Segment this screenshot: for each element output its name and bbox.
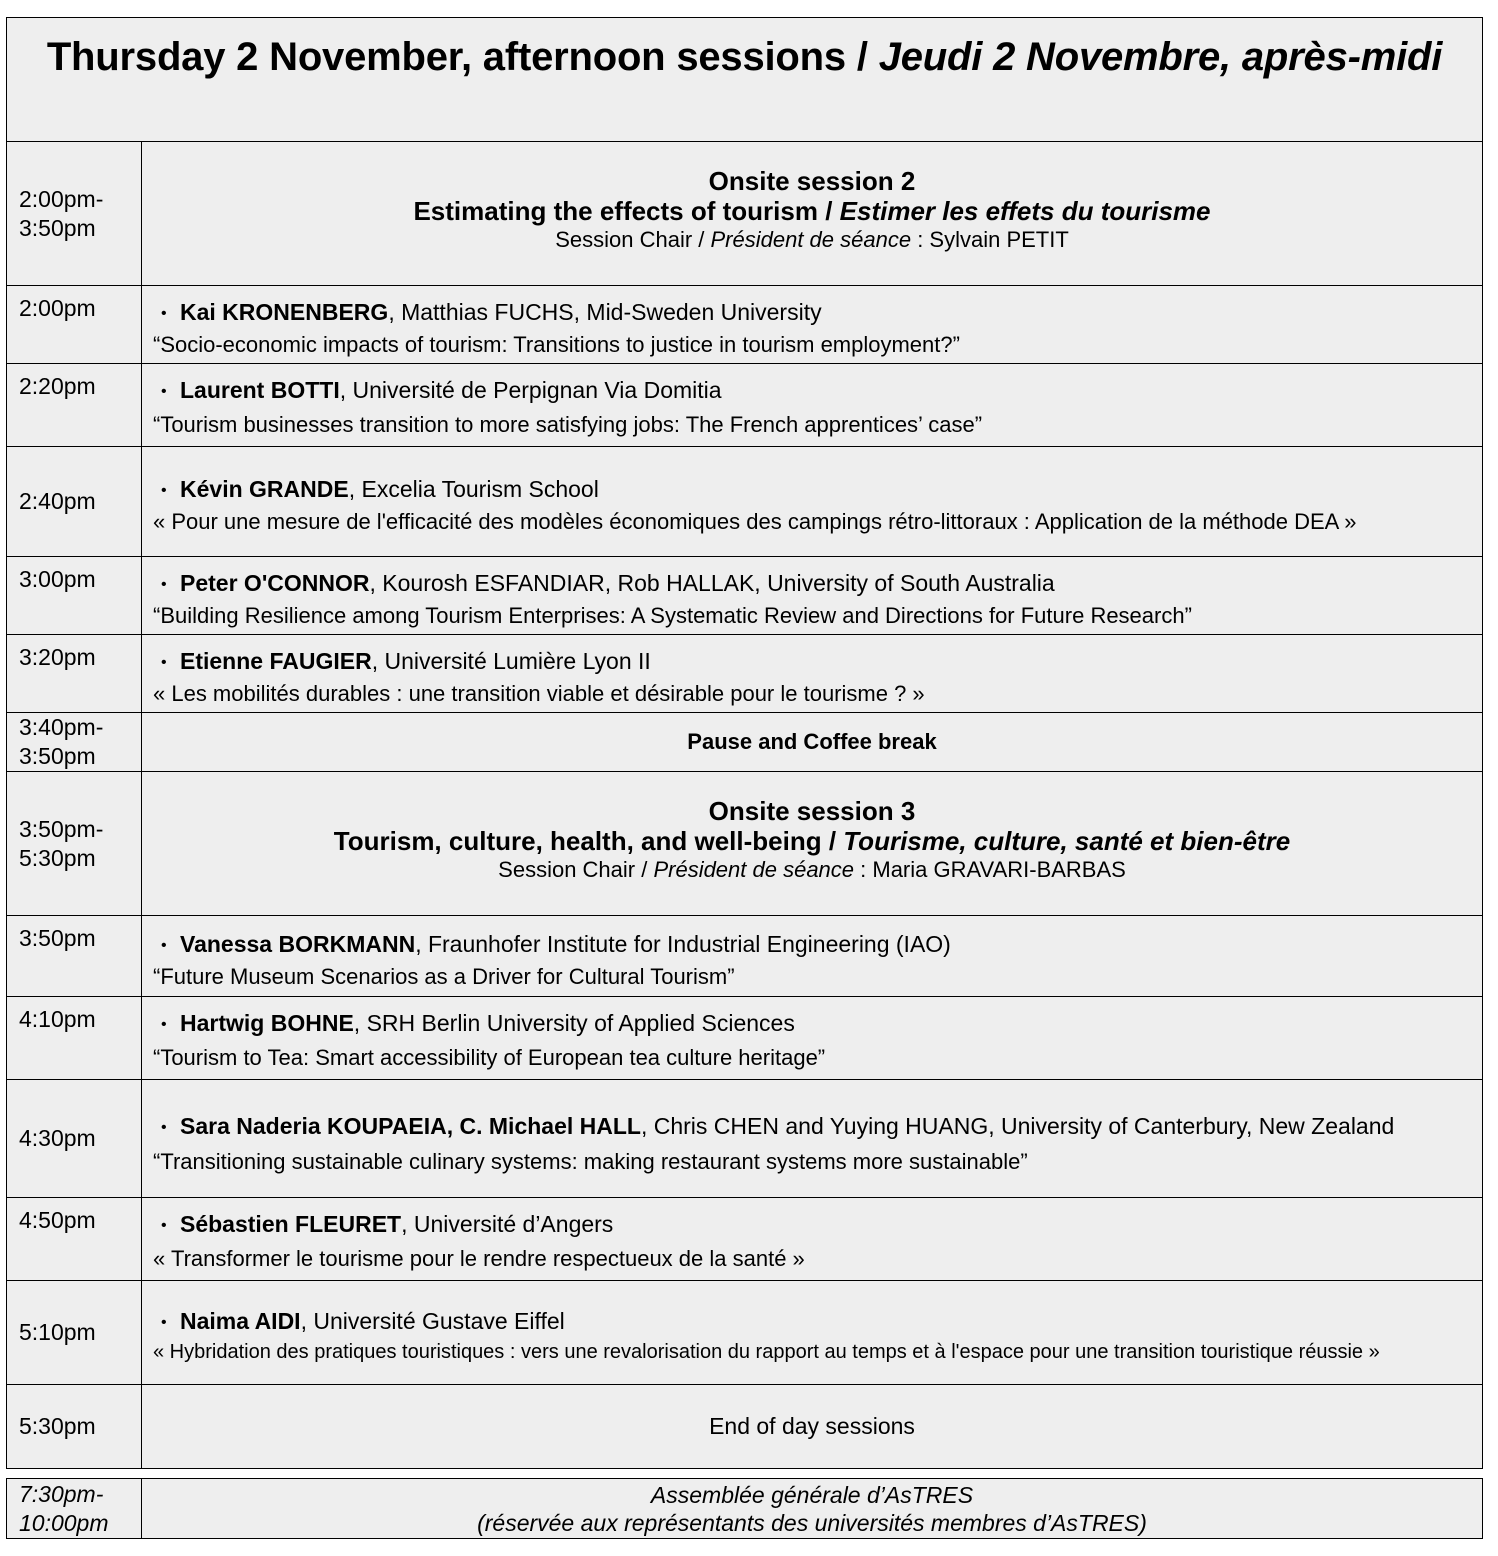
session-time xyxy=(7,772,142,916)
talk-row xyxy=(7,1080,1483,1198)
coauthors-affiliation: , Université de Perpignan Via Domitia xyxy=(339,377,722,403)
talk-title: “Tourism businesses transition to more satisfying jobs: The French apprentices’ case” xyxy=(153,412,983,437)
bullet-icon: • xyxy=(161,305,167,322)
session-theme xyxy=(142,196,1482,226)
coauthors-affiliation: , Kourosh ESFANDIAR, Rob HALLAK, University of South Australia xyxy=(369,570,1055,596)
session-header xyxy=(142,142,1483,286)
talk-authors xyxy=(153,374,1470,408)
talk-time: 2:40pm xyxy=(7,447,142,557)
talk-title: “Future Museum Scenarios as a Driver for Cultural Tourism” xyxy=(153,963,735,989)
talk-row xyxy=(7,286,1483,364)
talk-cell xyxy=(142,1080,1483,1198)
session-name: Onsite session 2 xyxy=(708,165,916,196)
bullet-icon: • xyxy=(161,1016,167,1033)
talk-cell xyxy=(142,557,1483,635)
talk-time: 2:20pm xyxy=(7,364,142,447)
title-row xyxy=(7,18,1483,142)
theme-english: Tourism, culture, health, and well-being / xyxy=(333,825,844,856)
session-time xyxy=(7,142,142,286)
presenter-name: Kévin GRANDE xyxy=(180,476,349,502)
talk-authors xyxy=(153,296,1470,330)
talk-time: 3:50pm xyxy=(7,916,142,997)
assembly-title: Assemblée générale d’AsTRES xyxy=(650,1481,974,1508)
coauthors-affiliation: , Université Gustave Eiffel xyxy=(300,1308,565,1334)
general-assembly xyxy=(142,1479,1483,1539)
theme-english: Estimating the effects of tourism / xyxy=(413,195,840,226)
talk-row xyxy=(7,635,1483,713)
coauthors-affiliation: , SRH Berlin University of Applied Sciences xyxy=(353,1010,795,1036)
talk-row xyxy=(7,557,1483,635)
end-time: 5:30pm xyxy=(7,1385,142,1469)
talk-authors xyxy=(153,1305,1470,1339)
talk-title: « Pour une mesure de l'efficacité des modèles économiques des campings rétro-littoraux : Application de la méthode DEA » xyxy=(153,509,1357,534)
chair-name: : Sylvain PETIT xyxy=(911,226,1069,252)
presenter-name: Kai KRONENBERG xyxy=(180,299,389,325)
talk-cell xyxy=(142,447,1483,557)
time-start: 3:40pm- xyxy=(19,714,104,740)
presenter-name: Peter O'CONNOR xyxy=(180,570,370,596)
time-end: 3:50pm xyxy=(19,743,96,769)
title-english: Thursday 2 November, afternoon sessions / xyxy=(46,35,879,79)
bullet-icon: • xyxy=(161,936,167,954)
bullet-icon: • xyxy=(161,1217,167,1234)
bullet-icon: • xyxy=(161,1314,167,1331)
talk-cell xyxy=(142,364,1483,447)
presenter-name: Naima AIDI xyxy=(180,1308,301,1334)
talk-title: « Transformer le tourisme pour le rendre respectueux de la santé » xyxy=(153,1246,805,1271)
presenter-name: Etienne FAUGIER xyxy=(180,648,372,674)
bullet-icon: • xyxy=(161,383,167,400)
talk-cell xyxy=(142,916,1483,997)
talk-title: “Socio-economic impacts of tourism: Transitions to justice in tourism employment?” xyxy=(153,332,960,357)
coauthors-affiliation: , Matthias FUCHS, Mid-Sweden University xyxy=(388,299,822,325)
coauthors-affiliation: , Excelia Tourism School xyxy=(348,476,599,502)
session-chair xyxy=(142,856,1482,884)
talk-cell xyxy=(142,286,1483,364)
break-row xyxy=(7,713,1483,772)
talk-cell xyxy=(142,997,1483,1080)
coffee-break: Pause and Coffee break xyxy=(142,713,1483,772)
time-start: 3:50pm- xyxy=(19,815,104,842)
presenter-name: Sara Naderia KOUPAEIA, C. Michael HALL xyxy=(180,1113,641,1139)
talk-title: “Tourism to Tea: Smart accessibility of European tea culture heritage” xyxy=(153,1045,826,1070)
session-chair xyxy=(142,226,1482,254)
talk-time: 3:00pm xyxy=(7,557,142,635)
talk-row xyxy=(7,364,1483,447)
theme-french: Tourisme, culture, santé et bien-être xyxy=(843,825,1291,856)
talk-row xyxy=(7,447,1483,557)
time-end: 10:00pm xyxy=(19,1509,109,1536)
chair-label-english: Session Chair / xyxy=(498,856,654,882)
presenter-name: Laurent BOTTI xyxy=(180,377,340,403)
bullet-icon: • xyxy=(161,654,167,671)
session-row xyxy=(7,772,1483,916)
presenter-name: Vanessa BORKMANN xyxy=(180,930,416,957)
talk-authors xyxy=(153,1107,1470,1147)
bullet-icon: • xyxy=(161,482,167,499)
presenter-name: Sébastien FLEURET xyxy=(180,1211,402,1237)
talk-title: « Les mobilités durables : une transition viable et désirable pour le tourisme ? » xyxy=(153,681,925,706)
talk-authors xyxy=(153,567,1470,601)
talk-time: 4:30pm xyxy=(7,1080,142,1198)
break-time xyxy=(7,713,142,772)
talk-time: 4:50pm xyxy=(7,1198,142,1281)
end-of-day: End of day sessions xyxy=(142,1385,1483,1469)
talk-title: “Transitioning sustainable culinary systems: making restaurant systems more sustainable” xyxy=(153,1149,1028,1174)
title-cell xyxy=(7,18,1483,142)
chair-label-french: Président de séance xyxy=(653,856,855,882)
time-end: 5:30pm xyxy=(19,844,96,871)
talk-authors xyxy=(153,928,1470,962)
time-start: 7:30pm- xyxy=(19,1480,104,1507)
time-start: 2:00pm- xyxy=(19,185,104,212)
coauthors-affiliation: , Université Lumière Lyon II xyxy=(371,648,651,674)
chair-label-english: Session Chair / xyxy=(555,226,711,252)
program-table xyxy=(6,17,1483,1469)
talk-time: 5:10pm xyxy=(7,1281,142,1385)
chair-name: : Maria GRAVARI-BARBAS xyxy=(854,856,1126,882)
session-row xyxy=(7,142,1483,286)
assembly-note: (réservée aux représentants des universités membres d’AsTRES) xyxy=(477,1509,1147,1536)
evening-table xyxy=(6,1478,1483,1539)
talk-authors xyxy=(153,1007,1470,1041)
session-header xyxy=(142,772,1483,916)
end-row xyxy=(7,1385,1483,1469)
talk-cell xyxy=(142,1281,1483,1385)
talk-authors xyxy=(153,473,1470,507)
coauthors-affiliation: , Fraunhofer Institute for Industrial Engineering (IAO) xyxy=(415,930,951,957)
evening-time xyxy=(7,1479,142,1539)
talk-cell xyxy=(142,1198,1483,1281)
talk-title: “Building Resilience among Tourism Enterprises: A Systematic Review and Directions for Future Research” xyxy=(153,603,1192,628)
talk-title: « Hybridation des pratiques touristiques : vers une revalorisation du rapport au temps et à l'espace pour une transition touristique réussie » xyxy=(153,1341,1380,1363)
talk-time: 3:20pm xyxy=(7,635,142,713)
talk-cell xyxy=(142,635,1483,713)
talk-time: 2:00pm xyxy=(7,286,142,364)
page-title xyxy=(7,35,1482,79)
talk-authors xyxy=(153,645,1470,679)
talk-row xyxy=(7,1198,1483,1281)
session-name: Onsite session 3 xyxy=(708,795,916,826)
time-end: 3:50pm xyxy=(19,214,96,241)
talk-row xyxy=(7,916,1483,997)
talk-row xyxy=(7,1281,1483,1385)
coauthors-affiliation: , Université d’Angers xyxy=(401,1211,614,1237)
title-french: Jeudi 2 Novembre, après-midi xyxy=(878,35,1443,79)
presenter-name: Hartwig BOHNE xyxy=(180,1010,354,1036)
talk-authors xyxy=(153,1208,1470,1242)
evening-row xyxy=(7,1479,1483,1539)
coauthors-affiliation: , Chris CHEN and Yuying HUANG, University of Canterbury, New Zealand xyxy=(640,1113,1395,1139)
session-theme xyxy=(142,826,1482,856)
talk-row xyxy=(7,997,1483,1080)
chair-label-french: Président de séance xyxy=(710,226,912,252)
bullet-icon: • xyxy=(161,1119,167,1136)
bullet-icon: • xyxy=(161,576,167,593)
theme-french: Estimer les effets du tourisme xyxy=(839,195,1211,226)
talk-time: 4:10pm xyxy=(7,997,142,1080)
